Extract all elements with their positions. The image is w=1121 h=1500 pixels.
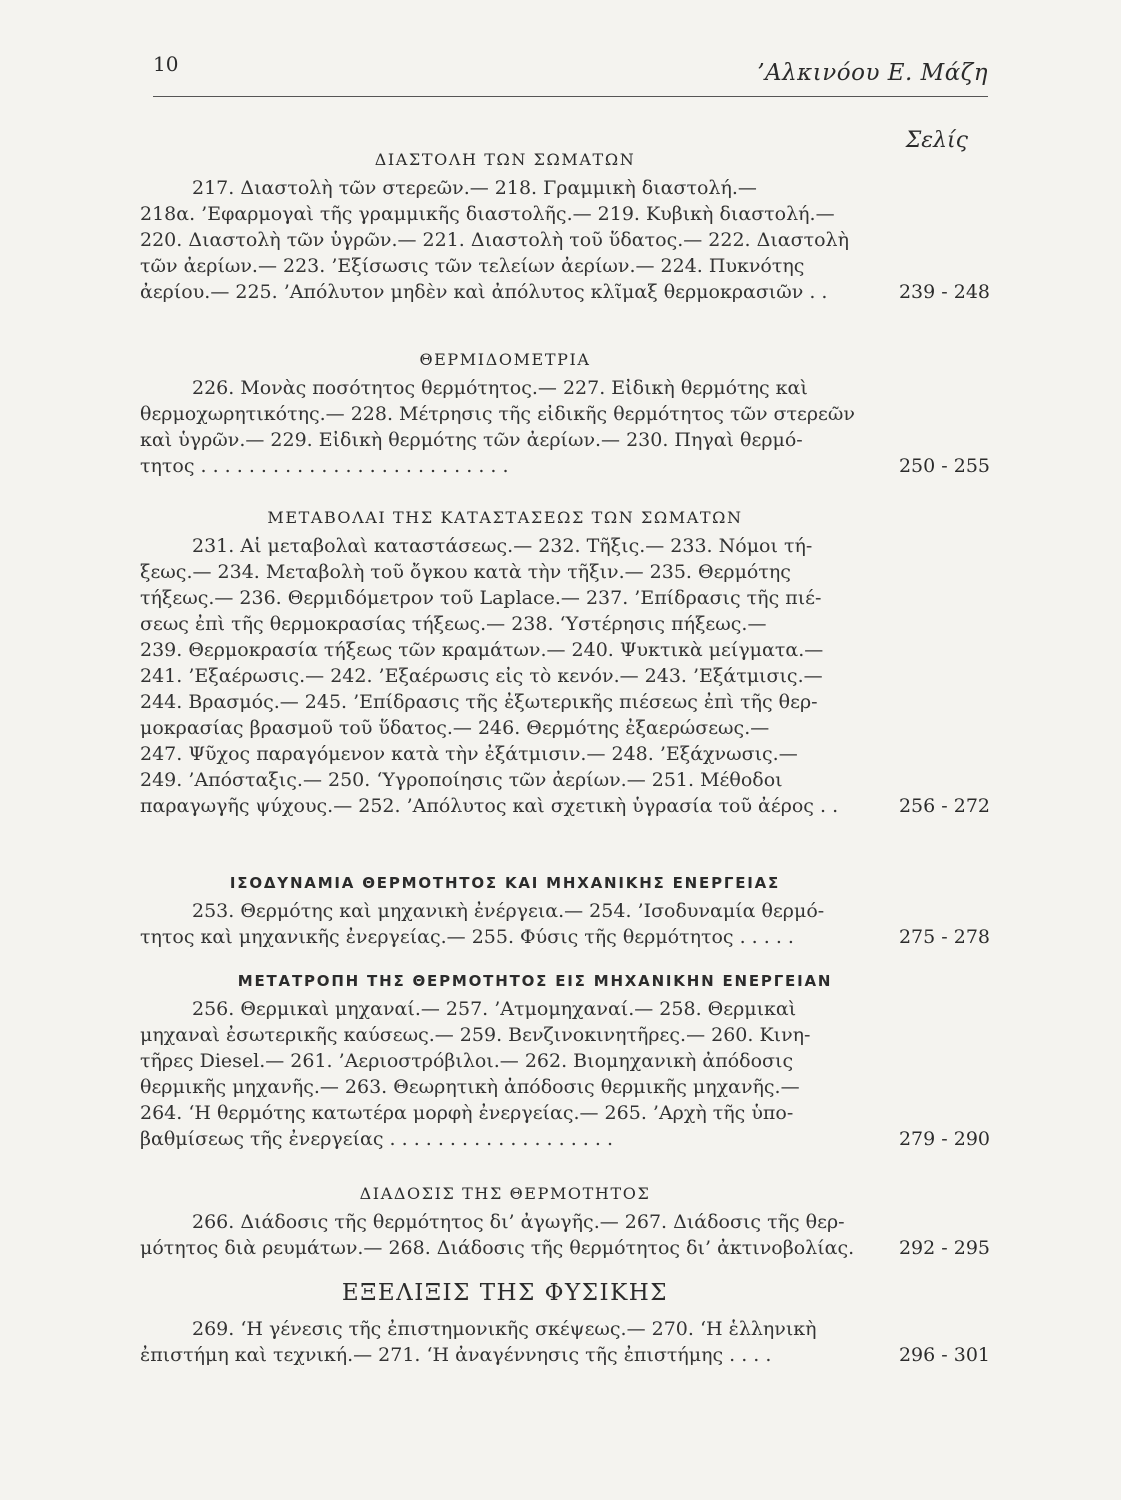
section-heading: ΜΕΤΑΒΟΛΑΙ ΤΗΣ ΚΑΤΑΣΤΑΣΕΩΣ ΤΩΝ ΣΩΜΑΤΩΝ (267, 508, 743, 527)
page-range: 279 - 290 (898, 1128, 990, 1150)
text-line: 269. ‘Η γένεσις τῆς ἐπιστημονικῆς σκέψεως.— 270. ‘Η ἑλληνικὴ (192, 1318, 817, 1340)
section-heading: ΔΙΑΔΟΣΙΣ ΤΗΣ ΘΕΡΜΟΤΗΤΟΣ (359, 1184, 651, 1203)
text-line: θερμικῆς μηχανῆς.— 263. Θεωρητικὴ ἀπόδοσις θερμικῆς μηχανῆς.— (140, 1076, 800, 1098)
text-line: 241. ’Εξαέρωσις.— 242. ’Εξαέρωσις εἰς τὸ κενόν.— 243. ’Εξάτμισις.— (140, 665, 823, 687)
text-line: 239. Θερμοκρασία τήξεως τῶν κραμάτων.— 240. Ψυκτικὰ μείγματα.— (140, 639, 824, 661)
text-line: μοκρασίας βρασμοῦ τοῦ ὕδατος.— 246. Θερμότης ἐξαερώσεως.— (140, 717, 770, 739)
section-heading: ΘΕΡΜΙΔΟΜΕΤΡΙΑ (419, 350, 591, 369)
page-range: 239 - 248 (898, 281, 990, 303)
page-range: 275 - 278 (898, 926, 990, 948)
text-line: τητος . . . . . . . . . . . . . . . . . . . . . . . . . . (140, 455, 509, 477)
toc-section-evolution-of-physics (140, 1280, 990, 1368)
toc-section-calorimetry (140, 350, 990, 479)
toc-section-heat-to-mechanical (140, 972, 990, 1152)
text-line: 256. Θερμικαὶ μηχαναί.— 257. ’Ατμομηχαναί.— 258. Θερμικαὶ (192, 998, 797, 1020)
text-line: σεως ἐπὶ τῆς θερμοκρασίας τήξεως.— 238. ‘Υστέρησις πήξεως.— (140, 613, 767, 635)
section-text (140, 996, 860, 1152)
text-line: μότητος διὰ ρευμάτων.— 268. Διάδοσις τῆς θερμότητος δι’ ἀκτινοβολίας. (140, 1237, 855, 1259)
pages-column-label: Σελίς (905, 128, 968, 153)
text-line: τῶν ἀερίων.— 223. ’Εξίσωσις τῶν τελείων ἀερίων.— 224. Πυκνότης (140, 255, 805, 277)
section-text (140, 898, 860, 950)
text-line: 231. Αἱ μεταβολαὶ καταστάσεως.— 232. Τῆξις.— 233. Νόμοι τή- (192, 535, 813, 557)
text-line: καὶ ὑγρῶν.— 229. Εἰδικὴ θερμότης τῶν ἀερίων.— 230. Πηγαὶ θερμό- (140, 429, 803, 451)
text-line: 226. Μονὰς ποσότητος θερμότητος.— 227. Εἰδικὴ θερμότης καὶ (192, 377, 808, 399)
section-text (140, 175, 860, 305)
text-line: 244. Βρασμός.— 245. ’Επίδρασις τῆς ἐξωτερικῆς πιέσεως ἐπὶ τῆς θερ- (140, 691, 818, 713)
header-rule (153, 96, 988, 97)
text-line: 253. Θερμότης καὶ μηχανικὴ ἐνέργεια.— 254. ’Ισοδυναμία θερμό- (192, 900, 825, 922)
section-heading: ΕΞΕΛΙΞΙΣ ΤΗΣ ΦΥΣΙΚΗΣ (341, 1280, 669, 1306)
page-range: 250 - 255 (898, 455, 990, 477)
text-line: ἀερίου.— 225. ’Απόλυτον μηδὲν καὶ ἀπόλυτος κλῖμαξ θερμοκρασιῶν . . (140, 281, 828, 303)
text-line: 266. Διάδοσις τῆς θερμότητος δι’ ἀγωγῆς.— 267. Διάδοσις τῆς θερ- (192, 1211, 845, 1233)
running-head: ’Αλκινόου Ε. Μάζη (757, 60, 988, 86)
section-heading: ΙΣΟΔΥΝΑΜΙΑ ΘΕΡΜΟΤΗΤΟΣ ΚΑΙ ΜΗΧΑΝΙΚΗΣ ΕΝΕΡΓΕΙΑΣ (229, 874, 781, 892)
text-line: ξεως.— 234. Μεταβολὴ τοῦ ὄγκου κατὰ τὴν τῆξιν.— 235. Θερμότης (140, 561, 791, 583)
section-heading: ΔΙΑΣΤΟΛΗ ΤΩΝ ΣΩΜΑΤΩΝ (374, 150, 636, 169)
toc-section-heat-energy-equivalence (140, 874, 990, 950)
text-line: 217. Διαστολὴ τῶν στερεῶν.— 218. Γραμμικὴ διαστολή.— (192, 177, 757, 199)
section-text (140, 533, 860, 819)
toc-section-thermal-expansion (140, 150, 990, 305)
text-line: 249. ’Απόσταξις.— 250. ‘Υγροποίησις τῶν ἀερίων.— 251. Μέθοδοι (140, 769, 783, 791)
section-text (140, 1316, 860, 1368)
text-line: 220. Διαστολὴ τῶν ὑγρῶν.— 221. Διαστολὴ τοῦ ὕδατος.— 222. Διαστολὴ (140, 229, 849, 251)
text-line: μηχαναὶ ἐσωτερικῆς καύσεως.— 259. Βενζινοκινητῆρες.— 260. Κινη- (140, 1024, 811, 1046)
text-line: τῆρες Diesel.— 261. ’Αεριοστρόβιλοι.— 262. Βιομηχανικὴ ἀπόδοσις (140, 1050, 794, 1072)
text-line: τήξεως.— 236. Θερμιδόμετρον τοῦ Laplace.— 237. ’Επίδρασις τῆς πιέ- (140, 587, 822, 609)
toc-section-heat-transfer (140, 1184, 990, 1261)
text-line: παραγωγῆς ψύχους.— 252. ’Απόλυτος καὶ σχετικὴ ὑγρασία τοῦ ἀέρος . . (140, 795, 839, 817)
page-range: 256 - 272 (898, 795, 990, 817)
section-text (140, 1209, 860, 1261)
page-number: 10 (153, 52, 179, 76)
section-text (140, 375, 860, 479)
page-range: 292 - 295 (898, 1237, 990, 1259)
text-line: ἐπιστήμη καὶ τεχνική.— 271. ‘Η ἀναγέννησις τῆς ἐπιστήμης . . . . (140, 1344, 772, 1366)
text-line: τητος καὶ μηχανικῆς ἐνεργείας.— 255. Φύσις τῆς θερμότητος . . . . . (140, 926, 794, 948)
text-line: βαθμίσεως τῆς ἐνεργείας . . . . . . . . . . . . . . . . . . . (140, 1128, 613, 1150)
page-range: 296 - 301 (898, 1344, 990, 1366)
section-heading: ΜΕΤΑΤΡΟΠΗ ΤΗΣ ΘΕΡΜΟΤΗΤΟΣ ΕΙΣ ΜΗΧΑΝΙΚΗΝ ΕΝΕΡΓΕΙΑΝ (237, 972, 833, 990)
text-line: 264. ‘Η θερμότης κατωτέρα μορφὴ ἐνεργείας.— 265. ’Αρχὴ τῆς ὑπο- (140, 1102, 794, 1124)
text-line: θερμοχωρητικότης.— 228. Μέτρησις τῆς εἰδικῆς θερμότητος τῶν στερεῶν (140, 403, 855, 425)
toc-section-state-changes (140, 508, 990, 819)
text-line: 247. Ψῦχος παραγόμενον κατὰ τὴν ἐξάτμισιν.— 248. ’Εξάχνωσις.— (140, 743, 798, 765)
text-line: 218α. ’Εφαρμογαὶ τῆς γραμμικῆς διαστολῆς.— 219. Κυβικὴ διαστολή.— (140, 203, 835, 225)
